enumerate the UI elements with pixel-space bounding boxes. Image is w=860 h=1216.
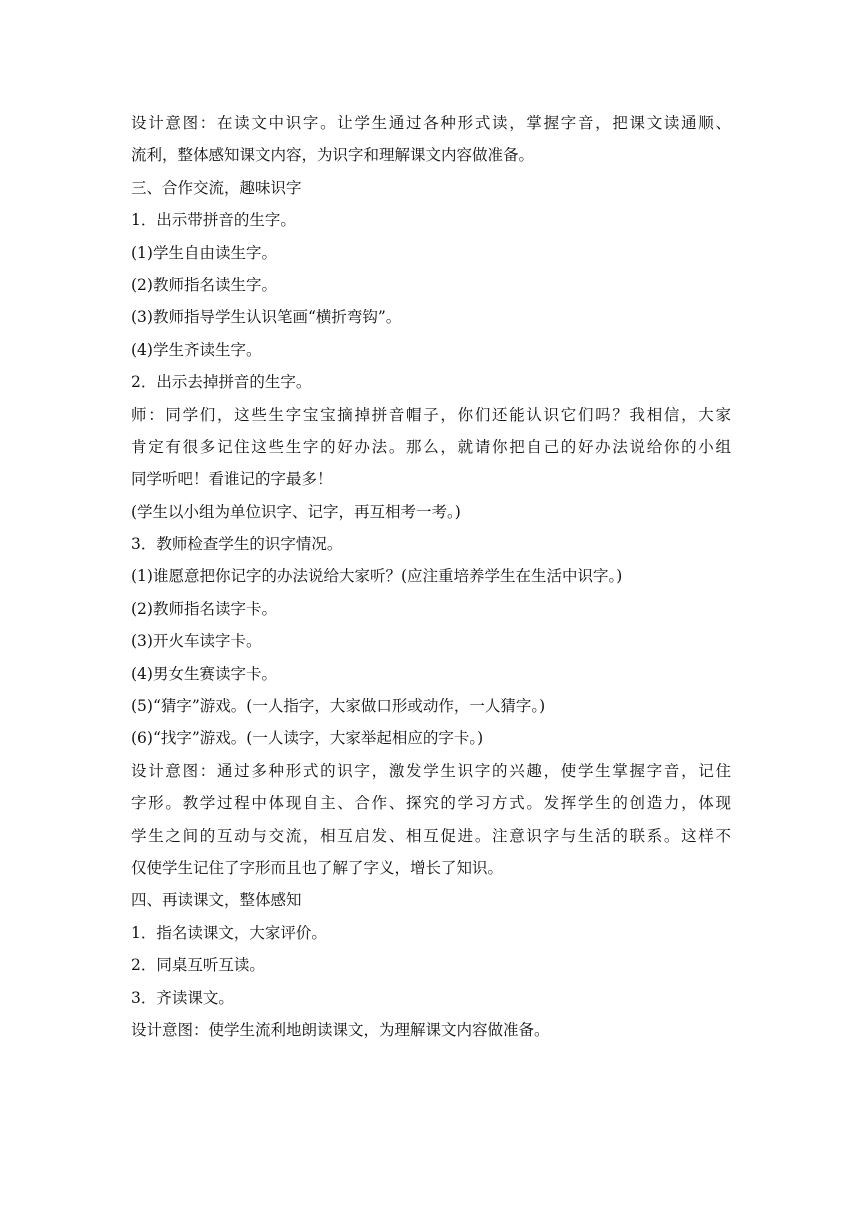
numbered-step: 3．教师检查学生的识字情况。 bbox=[131, 535, 343, 554]
text-line: 同学听吧！看谁记的字最多！ bbox=[131, 470, 333, 489]
sub-step: (2)教师指名读字卡。 bbox=[131, 599, 277, 618]
sub-step: (4)男女生赛读字卡。 bbox=[131, 664, 277, 683]
sub-step: (3)开火车读字卡。 bbox=[131, 632, 262, 651]
numbered-step: 3．齐读课文。 bbox=[131, 988, 234, 1007]
numbered-step: 1．指名读课文，大家评价。 bbox=[131, 923, 327, 942]
sub-step: (3)教师指导学生认识笔画“横折弯钩”。 bbox=[131, 308, 402, 327]
text-line: 学生之间的互动与交流，相互启发、相互促进。注意识字与生活的联系。这样不 bbox=[131, 826, 731, 845]
text-line: 设计意图：在读文中识字。让学生通过各种形式读，掌握字音，把课文读通顺、 bbox=[131, 114, 731, 132]
sub-step: (1)谁愿意把你记字的办法说给大家听？(应注重培养学生在生活中识字。) bbox=[131, 567, 623, 586]
note-line: (学生以小组为单位识字、记字，再互相考一考。) bbox=[131, 502, 461, 521]
numbered-step: 1．出示带拼音的生字。 bbox=[131, 211, 296, 230]
text-line: 设计意图：通过多种形式的识字，激发学生识字的兴趣，使学生掌握字音，记住 bbox=[131, 761, 731, 780]
text-line: 仅使学生记住了字形而且也了解了字义，增长了知识。 bbox=[131, 858, 504, 877]
document-page bbox=[131, 107, 731, 1046]
sub-step: (6)“找字”游戏。(一人读字，大家举起相应的字卡。) bbox=[131, 729, 484, 748]
sub-step: (1)学生自由读生字。 bbox=[131, 243, 277, 262]
design-intent-paragraph-2 bbox=[131, 755, 731, 885]
numbered-step: 2．出示去掉拼音的生字。 bbox=[131, 373, 312, 392]
text-line: 流利，整体感知课文内容，为识字和理解课文内容做准备。 bbox=[131, 146, 535, 165]
text-line: 肯定有很多记住这些生字的好办法。那么，就请你把自己的好办法说给你的小组 bbox=[131, 437, 731, 456]
sub-step: (5)“猜字”游戏。(一人指字，大家做口形或动作，一人猜字。) bbox=[131, 697, 546, 716]
text-line: 师：同学们，这些生字宝宝摘掉拼音帽子，你们还能认识它们吗？我相信，大家 bbox=[131, 405, 731, 424]
section-heading: 四、再读课文，整体感知 bbox=[131, 891, 302, 910]
sub-step: (4)学生齐读生字。 bbox=[131, 340, 262, 359]
text-line: 字形。教学过程中体现自主、合作、探究的学习方式。发挥学生的创造力，体现 bbox=[131, 794, 731, 813]
section-heading: 三、合作交流，趣味识字 bbox=[131, 178, 302, 197]
numbered-step: 2．同桌互听互读。 bbox=[131, 956, 265, 975]
teacher-speech-paragraph bbox=[131, 399, 731, 496]
design-intent-paragraph-1 bbox=[131, 107, 731, 172]
design-intent-line: 设计意图：使学生流利地朗读课文，为理解课文内容做准备。 bbox=[131, 1020, 550, 1039]
sub-step: (2)教师指名读生字。 bbox=[131, 275, 277, 294]
